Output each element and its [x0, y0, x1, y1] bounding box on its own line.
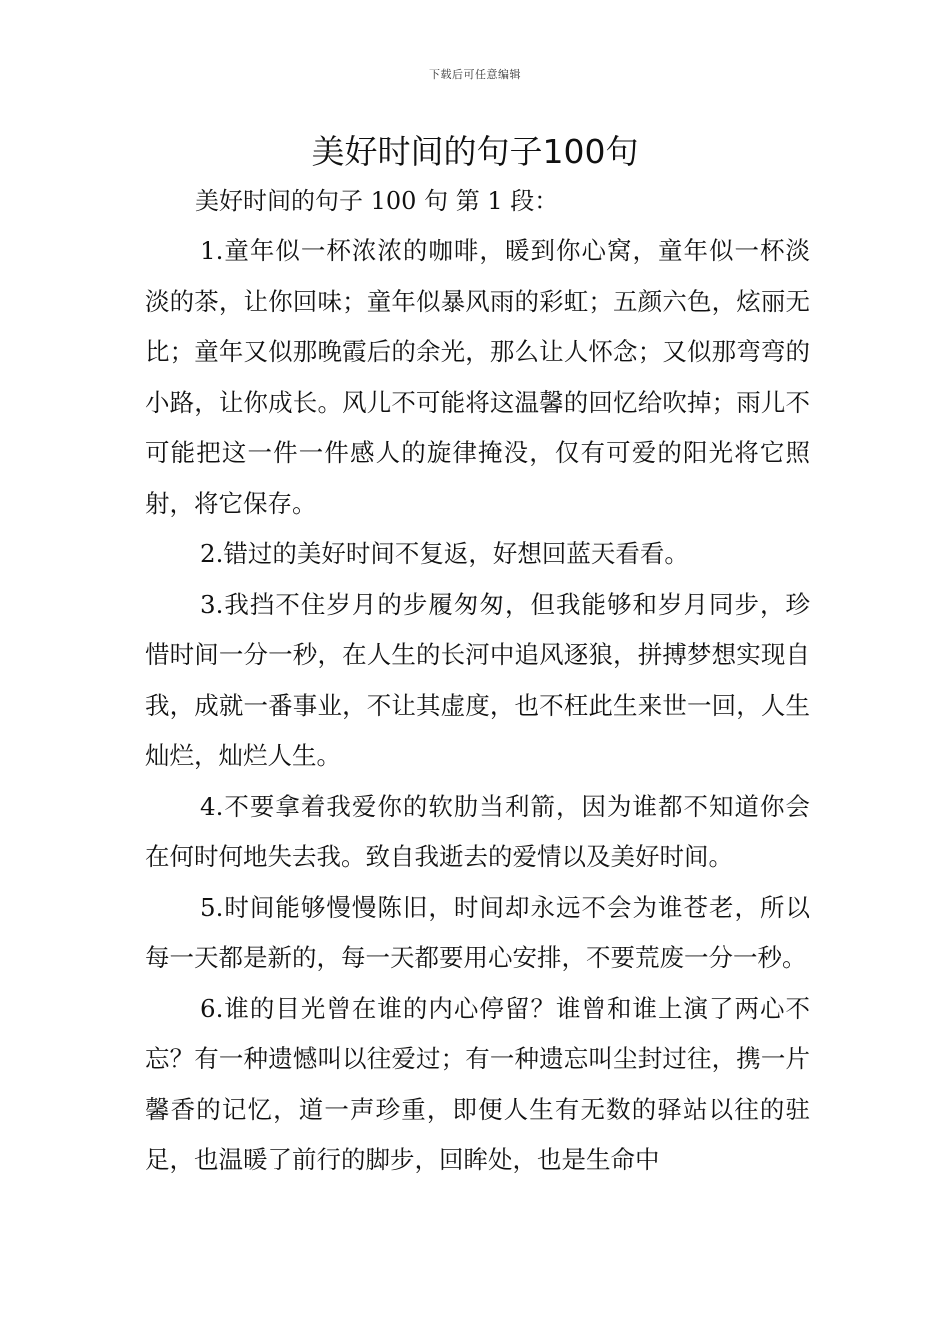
paragraph-2: 2.错过的美好时间不复返，好想回蓝天看看。 — [200, 539, 689, 568]
paragraph-3: 3.我挡不住岁月的步履匆匆，但我能够和岁月同步，珍惜时间一分一秒，在人生的长河中追风逐狼，拼搏梦想实现自我，成就一番事业，不让其虚度，也不枉此生来世一回，人生灿烂，灿烂人生。 — [145, 589, 810, 770]
section-heading: 美好时间的句子 100 句 第 1 段： — [195, 187, 559, 215]
header-note: 下载后可任意编辑 — [429, 68, 521, 81]
paragraph-4: 4.不要拿着我爱你的软肋当利箭，因为谁都不知道你会在何时何地失去我。致自我逝去的爱情以及美好时间。 — [145, 791, 810, 871]
paragraph-6: 6.谁的目光曾在谁的内心停留？谁曾和谁上演了两心不忘？有一种遗憾叫以往爱过；有一种遗忘叫尘封过往，携一片馨香的记忆，道一声珍重，即便人生有无数的驿站以往的驻足，也温暖了前行的脚步，回眸处，也是生命中 — [145, 993, 810, 1174]
paragraph-5: 5.时间能够慢慢陈旧，时间却永远不会为谁苍老，所以每一天都是新的，每一天都要用心安排，不要荒废一分一秒。 — [145, 892, 810, 972]
document-body — [145, 176, 810, 1186]
paragraph-1: 1.童年似一杯浓浓的咖啡，暖到你心窝，童年似一杯淡淡的茶，让你回味；童年似暴风雨的彩虹；五颜六色，炫丽无比；童年又似那晚霞后的余光，那么让人怀念；又似那弯弯的小路，让你成长。风儿不可能将这温馨的回忆给吹掉；雨儿不可能把这一件一件感人的旋律掩没，仅有可爱的阳光将它照射，将它保存。 — [145, 236, 810, 518]
document-title: 美好时间的句子100句 — [311, 132, 639, 171]
